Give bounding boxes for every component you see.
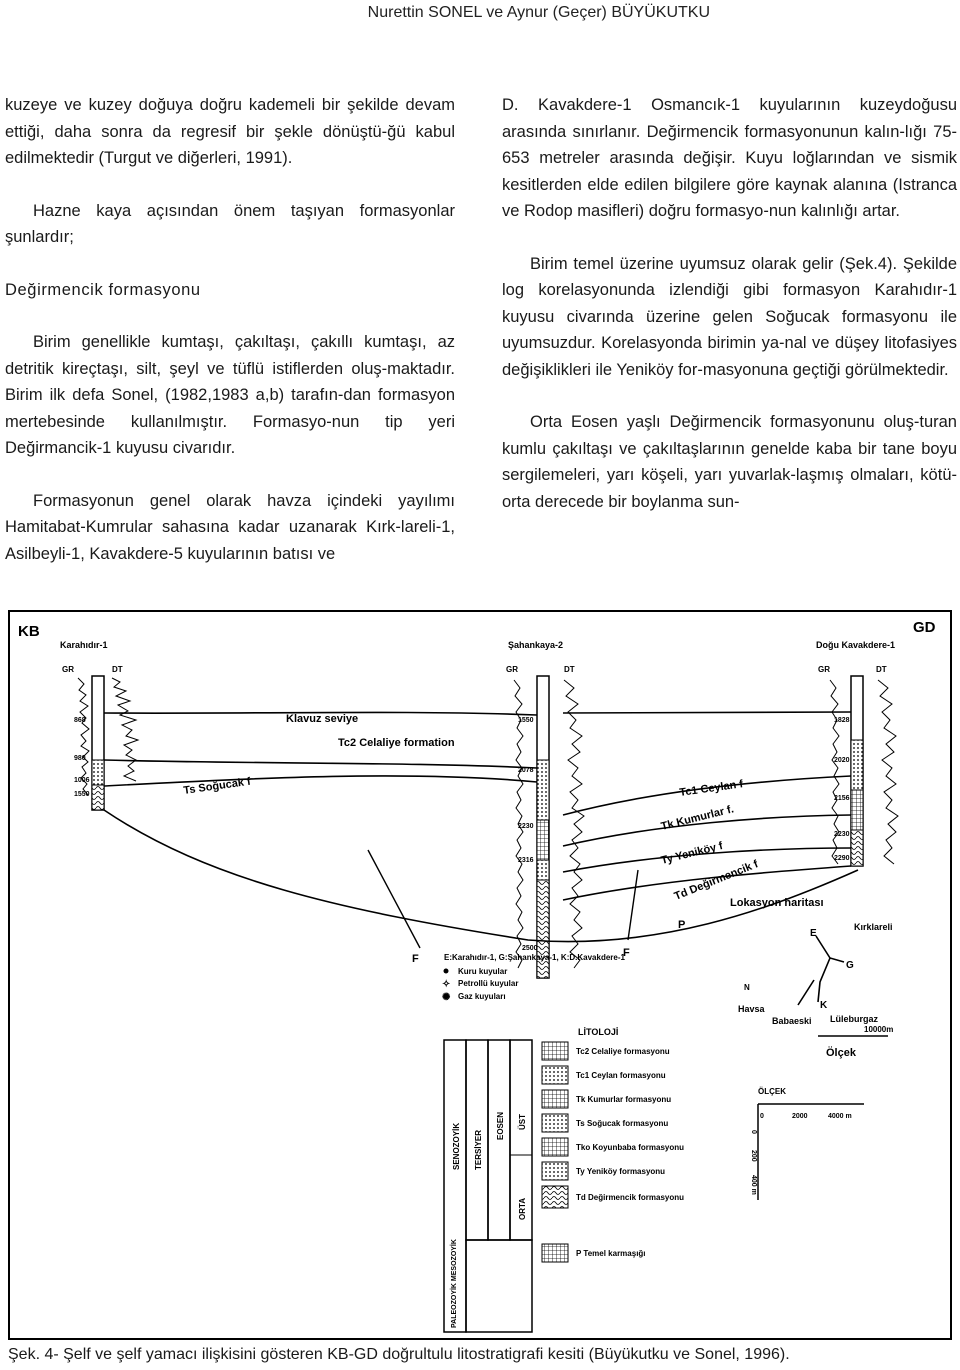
svg-text:TERSİYER: TERSİYER: [474, 1129, 483, 1170]
log-label: DT: [876, 665, 887, 674]
svg-text:Ölçek: Ölçek: [826, 1047, 856, 1059]
svg-text:Lokasyon haritası: Lokasyon haritası: [730, 897, 824, 909]
svg-text:G: G: [846, 960, 854, 971]
svg-text:2230: 2230: [834, 831, 850, 838]
paragraph: Orta Eosen yaşlı Değirmencik formasyonunu oluş-turan kumlu çakıltaşı ve çakıltaşlarının genelde kaba bir tane boyu sergilemeleri, yarı köşeli, yarı yuvarlak-laşmış olmaları, kötü-orta derecede bir boylanma sun-: [502, 413, 957, 511]
svg-text:2230: 2230: [518, 823, 534, 830]
svg-text:P: P: [678, 919, 686, 931]
faults: [368, 850, 638, 948]
svg-text:N: N: [744, 983, 750, 992]
log-label: GR: [818, 665, 830, 674]
svg-text:LİTOLOJİ: LİTOLOJİ: [578, 1027, 619, 1037]
svg-text:✺: ✺: [442, 992, 451, 1003]
svg-text:ÖLÇEK: ÖLÇEK: [758, 1087, 786, 1096]
well-dogu-kavakdere: [816, 640, 898, 866]
svg-text:ORTA: ORTA: [518, 1197, 527, 1220]
svg-text:2000: 2000: [792, 1113, 808, 1120]
log-label: GR: [62, 665, 74, 674]
paragraph: Hazne kaya açısından önem taşıyan formasyonlar şunlardır;: [5, 201, 455, 246]
svg-text:Td Değirmencik formasyonu: Td Değirmencik formasyonu: [576, 1193, 685, 1202]
svg-text:Petrollü kuyular: Petrollü kuyular: [458, 979, 519, 988]
running-header: Nurettin SONEL ve Aynur (Geçer) BÜYÜKUTKU: [367, 4, 710, 21]
svg-text:Havsa: Havsa: [738, 1004, 765, 1014]
svg-text:Tc1 Ceylan formasyonu: Tc1 Ceylan formasyonu: [576, 1071, 666, 1080]
well-name: Şahankaya-2: [508, 640, 564, 650]
svg-text:0: 0: [760, 1113, 764, 1120]
svg-text:0: 0: [750, 1130, 757, 1134]
svg-text:Ts Soğucak f: Ts Soğucak f: [182, 775, 252, 797]
svg-text:2316: 2316: [518, 857, 534, 864]
svg-text:2078: 2078: [518, 767, 534, 774]
svg-text:Tko Koyunbaba formasyonu: Tko Koyunbaba formasyonu: [576, 1143, 685, 1152]
svg-text:2500: 2500: [522, 945, 538, 952]
cross-section-figure: [8, 610, 952, 1340]
svg-text:980: 980: [74, 755, 86, 762]
horizon-labels: [183, 713, 760, 965]
svg-text:1550: 1550: [74, 791, 90, 798]
right-column: [502, 92, 957, 541]
svg-text:ÜST: ÜST: [518, 1114, 527, 1130]
svg-text:Kırklareli: Kırklareli: [854, 922, 893, 932]
left-column: [5, 92, 455, 593]
svg-text:2020: 2020: [834, 757, 850, 764]
svg-text:EOSEN: EOSEN: [496, 1111, 505, 1140]
svg-text:1828: 1828: [834, 717, 850, 724]
svg-text:Ts Soğucak formasyonu: Ts Soğucak formasyonu: [576, 1119, 669, 1128]
svg-text:Kuru kuyular: Kuru kuyular: [458, 967, 508, 976]
scale-bar: [750, 1087, 864, 1200]
well-name: Doğu Kavakdere-1: [816, 640, 896, 650]
lithology-legend: [444, 1027, 684, 1332]
svg-text:4000 m: 4000 m: [828, 1113, 852, 1120]
svg-text:Tk Kumurlar formasyonu: Tk Kumurlar formasyonu: [576, 1095, 672, 1104]
svg-text:SENOZOYİK: SENOZOYİK: [452, 1122, 461, 1170]
paragraph: Birim temel üzerine uyumsuz olarak gelir (Şek.4). Şekilde log korelasyonunda izlendiği gibi formasyon Karahıdır-1 kuyusu civarında üzerine gelen Soğucak formasyonu ile uyumsuzdur. Korelasyonda birimin ya-nal ve düşey litofasiyes değişiklikleri ile Yeniköy for-masyonuna geçtiği görülmektedir.: [502, 254, 957, 379]
svg-text:868: 868: [74, 717, 86, 724]
paragraph: D. Kavakdere-1 Osmancık-1 kuyularının kuzeydoğusu arasında sınırlanır. Değirmencik formasyonunun kalın-lığı 75-653 metreler arasında değişir. Kuyu loğlarından ve sismik kesitlerden elde edilen bilgilere göre kaynak alanına (Istranca ve Rodop masifleri) doğru formasyo-nun kalınlığı artar.: [502, 96, 957, 220]
section-heading: Değirmencik formasyonu: [5, 280, 201, 299]
figure-caption: Şek. 4- Şelf ve şelf yamacı ilişkisini gösteren KB-GD doğrultulu litostratigrafi kesiti (Büyükutku ve Sonel, 1996).: [8, 1346, 790, 1363]
paragraph: Birim genellikle kumtaşı, çakıltaşı, çakıllı kumtaşı, az detritik kireçtaşı, silt, şeyl ve tüflü istiflerden oluş-maktadır. Birim ilk defa Sonel, (1982,1983 a,b) tarafın-dan formasyon mertebesinde kullanılmıştır. Formasyo-nun tip yeri Değirmancik-1 kuyusu civarıdır.: [5, 333, 455, 457]
svg-text:Lüleburgaz: Lüleburgaz: [830, 1014, 879, 1024]
svg-text:F: F: [623, 947, 630, 959]
well-name: Karahıdır-1: [60, 640, 108, 650]
svg-text:PALEOZOYİK MESOZOYİK: PALEOZOYİK MESOZOYİK: [451, 1239, 458, 1328]
svg-text:Tk Kumurlar f.: Tk Kumurlar f.: [659, 803, 736, 833]
svg-text:1006: 1006: [74, 777, 90, 784]
svg-text:Ty Yeniköy formasyonu: Ty Yeniköy formasyonu: [576, 1167, 666, 1176]
svg-text:P Temel karmaşığı: P Temel karmaşığı: [576, 1249, 646, 1258]
paragraph: kuzeye ve kuzey doğuya doğru kademeli bir şekilde devam ettiği, daha sonra da regresif bir şekle dönüştü-ğü kabul edilmektedir (Turgut ve diğerleri, 1991).: [5, 96, 455, 167]
svg-text:Ty Yeniköy f: Ty Yeniköy f: [659, 839, 725, 867]
location-map: [730, 897, 893, 1059]
paragraph: Formasyonun genel olarak havza içindeki yayılımı Hamitabat-Kumrular sahasına kadar uzanarak Kırk-lareli-1, Asilbeyli-1, Kavakdere-5 kuyularının batısı ve: [5, 491, 455, 563]
log-label: DT: [564, 665, 575, 674]
svg-text:Tc2 Celaliye formasyonu: Tc2 Celaliye formasyonu: [576, 1047, 670, 1056]
svg-text:2290: 2290: [834, 855, 850, 862]
svg-text:Td Değirmencik f: Td Değirmencik f: [672, 858, 760, 903]
svg-text:1550: 1550: [518, 717, 534, 724]
svg-text:Tc2 Celaliye formation: Tc2 Celaliye formation: [338, 737, 455, 749]
log-label: GR: [506, 665, 518, 674]
svg-text:2156: 2156: [834, 795, 850, 802]
well-sahankaya: [506, 640, 584, 978]
svg-text:F: F: [412, 953, 419, 965]
svg-text:Tc1 Ceylan f: Tc1 Ceylan f: [678, 778, 744, 799]
svg-text:E:Karahıdır-1, G:Şahankaya-1,: E:Karahıdır-1, G:Şahankaya-1, K:D.Kavakdere-1: [444, 953, 625, 962]
svg-text:400 m: 400 m: [750, 1175, 757, 1195]
corner-label-kb: KB: [18, 623, 40, 640]
log-label: DT: [112, 665, 123, 674]
svg-text:200: 200: [750, 1150, 757, 1162]
svg-text:Klavuz seviye: Klavuz seviye: [286, 713, 359, 725]
svg-text:✧: ✧: [442, 979, 451, 990]
corner-label-gd: GD: [913, 619, 936, 636]
svg-text:Babaeski: Babaeski: [772, 1016, 812, 1026]
svg-text:10000m: 10000m: [864, 1025, 894, 1034]
svg-text:K: K: [820, 1000, 828, 1011]
svg-text:E: E: [810, 928, 817, 939]
svg-text:Gaz kuyuları: Gaz kuyuları: [458, 992, 506, 1001]
well-legend: [442, 953, 626, 1003]
